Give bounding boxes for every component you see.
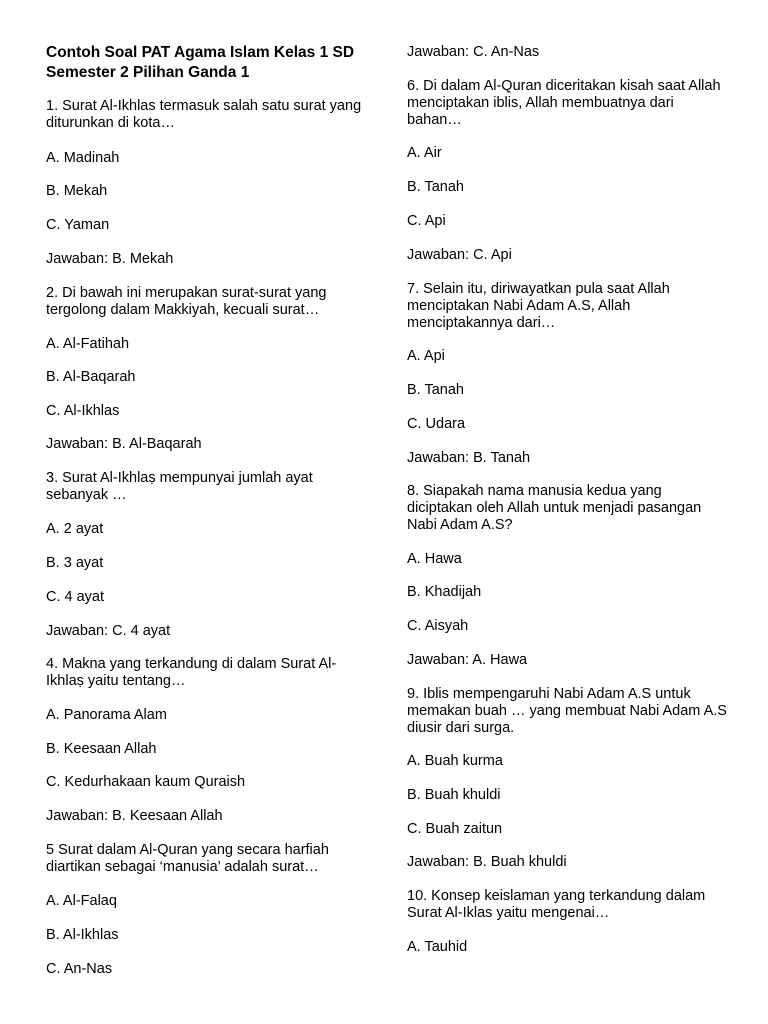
q8-option-c: C. Aisyah — [407, 618, 469, 634]
q6-answer: Jawaban: C. Api — [407, 247, 512, 263]
question-7: 7. Selain itu, diriwayatkan pula saat Allah menciptakan Nabi Adam A.S, Allah menciptakannya dari… — [407, 281, 670, 331]
question-1: 1. Surat Al-Ikhlas termasuk salah satu surat yang diturunkan di kota… — [46, 98, 362, 131]
q2-option-a: A. Al-Fatihah — [46, 336, 130, 352]
question-9: 9. Iblis mempengaruhi Nabi Adam A.S untuk memakan buah … yang membuat Nabi Adam A.S diusir dari surga. — [407, 686, 727, 736]
q1-option-c: C. Yaman — [46, 217, 110, 233]
q3-option-b: B. 3 ayat — [46, 555, 104, 571]
q1-option-a: A. Madinah — [46, 150, 120, 166]
document-title: Contoh Soal PAT Agama Islam Kelas 1 SD Semester 2 Pilihan Ganda 1 — [46, 44, 355, 81]
q4-option-c: C. Kedurhakaan kaum Quraish — [46, 774, 246, 790]
q4-answer: Jawaban: B. Keesaan Allah — [46, 808, 223, 824]
q8-option-a: A. Hawa — [407, 551, 462, 567]
q1-answer: Jawaban: B. Mekah — [46, 251, 174, 267]
q7-answer: Jawaban: B. Tanah — [407, 450, 531, 466]
q8-answer: Jawaban: A. Hawa — [407, 652, 528, 668]
q7-option-c: C. Udara — [407, 416, 466, 432]
q5-option-b: B. Al-Ikhlas — [46, 927, 119, 943]
q3-option-a: A. 2 ayat — [46, 521, 104, 537]
q3-answer: Jawaban: C. 4 ayat — [46, 623, 171, 639]
q9-option-c: C. Buah zaitun — [407, 821, 503, 837]
question-4: 4. Makna yang terkandung di dalam Surat Al-Ikhlaṣ yaitu tentang… — [46, 656, 337, 689]
q6-option-b: B. Tanah — [407, 179, 464, 195]
q5-option-a: A. Al-Falaq — [46, 893, 117, 909]
q5-option-c: C. An-Nas — [46, 961, 113, 977]
q2-option-c: C. Al-Ikhlas — [46, 403, 120, 419]
question-3: 3. Surat Al-Ikhlaṣ mempunyai jumlah ayat sebanyak … — [46, 470, 313, 503]
question-10: 10. Konsep keislaman yang terkandung dalam Surat Al-Iklas yaitu mengenai… — [407, 888, 706, 921]
question-2: 2. Di bawah ini merupakan surat-surat yang tergolong dalam Makkiyah, kecuali surat… — [46, 285, 327, 318]
question-8: 8. Siapakah nama manusia kedua yang diciptakan oleh Allah untuk menjadi pasangan Nabi Adam A.S? — [407, 483, 702, 533]
q9-answer: Jawaban: B. Buah khuldi — [407, 854, 567, 870]
question-5: 5 Surat dalam Al-Quran yang secara harfiah diartikan sebagai ‘manusia’ adalah surat… — [46, 842, 329, 875]
q6-option-c: C. Api — [407, 213, 446, 229]
q4-option-a: A. Panorama Alam — [46, 707, 167, 723]
q6-option-a: A. Air — [407, 145, 442, 161]
q2-answer: Jawaban: B. Al-Baqarah — [46, 436, 202, 452]
q2-option-b: B. Al-Baqarah — [46, 369, 136, 385]
q4-option-b: B. Keesaan Allah — [46, 741, 157, 757]
q9-option-b: B. Buah khuldi — [407, 787, 501, 803]
q7-option-b: B. Tanah — [407, 382, 464, 398]
question-6: 6. Di dalam Al-Quran diceritakan kisah saat Allah menciptakan iblis, Allah membuatnya dari bahan… — [407, 78, 721, 128]
q9-option-a: A. Buah kurma — [407, 753, 503, 769]
q3-option-c: C. 4 ayat — [46, 589, 105, 605]
q7-option-a: A. Api — [407, 348, 445, 364]
q5-answer: Jawaban: C. An-Nas — [407, 44, 540, 60]
q10-option-a: A. Tauhid — [407, 939, 468, 955]
q1-option-b: B. Mekah — [46, 183, 108, 199]
q8-option-b: B. Khadijah — [407, 584, 482, 600]
